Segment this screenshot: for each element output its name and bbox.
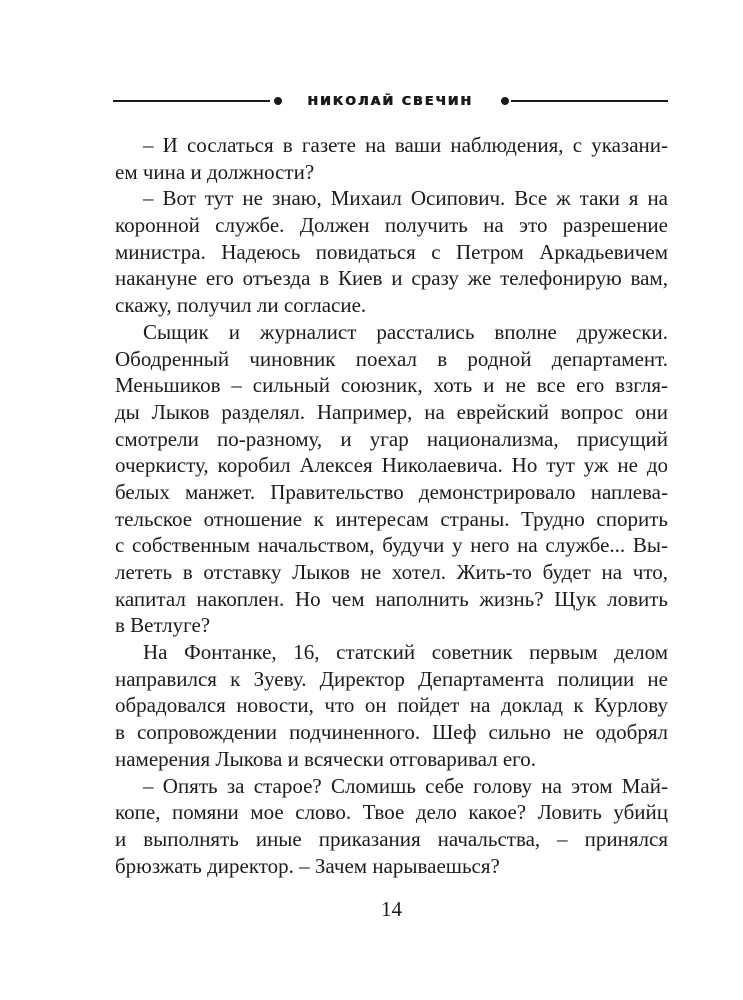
right-ornament-dot (501, 97, 509, 105)
text-line: министра. Надеюсь повидаться с Петром Аркадьевичем (115, 239, 668, 264)
text-line: скажу, получил ли согласие. (115, 293, 367, 318)
running-head (113, 91, 668, 111)
text-line: обрадовался новости, что он пойдет на доклад к Курлову (115, 693, 668, 718)
text-line: намерения Лыкова и всячески отговаривал его. (115, 746, 536, 771)
left-rule (113, 100, 270, 102)
left-ornament-dot (274, 97, 282, 105)
page-number: 14 (381, 897, 402, 921)
text-line: в Ветлуге? (115, 613, 211, 638)
text-line: Меньшиков – сильный союзник, хоть и не все его взгля- (115, 373, 668, 398)
body-text (115, 132, 668, 879)
author-name: НИКОЛАЙ СВЕЧИН (307, 93, 474, 108)
paragraph-3 (115, 319, 668, 639)
text-line: – И сослаться в газете на ваши наблюдения, с указани- (143, 133, 668, 157)
paragraph-5 (115, 773, 668, 880)
text-line: – Вот тут не знаю, Михаил Осипович. Все ж таки я на (143, 186, 668, 211)
text-line: брюзжать директор. – Зачем нарываешься? (115, 853, 500, 878)
text-line: На Фонтанке, 16, статский советник первым делом (143, 640, 668, 665)
text-line: ем чина и должности? (115, 159, 315, 184)
text-line: очеркисту, коробил Алексея Николаевича. Но тут уж не до (115, 453, 668, 478)
paragraph-2 (115, 185, 668, 318)
text-line: направился к Зуеву. Директор Департамента полиции не (115, 666, 668, 691)
text-line: ды Лыков разделял. Например, на еврейский вопрос они (115, 399, 668, 424)
text-line: смотрели по-разному, и угар национализма, присущий (115, 426, 668, 451)
text-line: коронной службе. Должен получить на это разрешение (115, 213, 668, 238)
text-line: тельское отношение к интересам страны. Трудно спорить (115, 506, 668, 531)
text-line: Ободренный чиновник поехал в родной департамент. (115, 346, 668, 371)
text-line: и выполнять иные приказания начальства, – принялся (115, 826, 668, 851)
text-line: лететь в отставку Лыков не хотел. Жить-то будет на что, (115, 560, 668, 584)
text-line: с собственным начальством, будучи у него на службе... Вы- (115, 533, 668, 558)
paragraph-4 (115, 639, 668, 772)
text-line: Сыщик и журналист расстались вполне дружески. (143, 319, 668, 344)
right-rule (511, 100, 668, 102)
text-line: накануне его отъезда в Киев и сразу же телефонирую вам, (115, 266, 668, 291)
text-line: – Опять за старое? Сломишь себе голову на этом Май- (143, 773, 668, 798)
text-line: копе, помяни мое слово. Твое дело какое? Ловить убийц (115, 800, 668, 825)
paragraph-1 (115, 132, 668, 185)
text-line: капитал накоплен. Но чем наполнить жизнь? Щук ловить (115, 586, 668, 611)
text-line: белых манжет. Правительство демонстрировало наплева- (115, 479, 668, 504)
text-line: в сопровождении подчиненного. Шеф сильно не одобрял (115, 720, 668, 745)
